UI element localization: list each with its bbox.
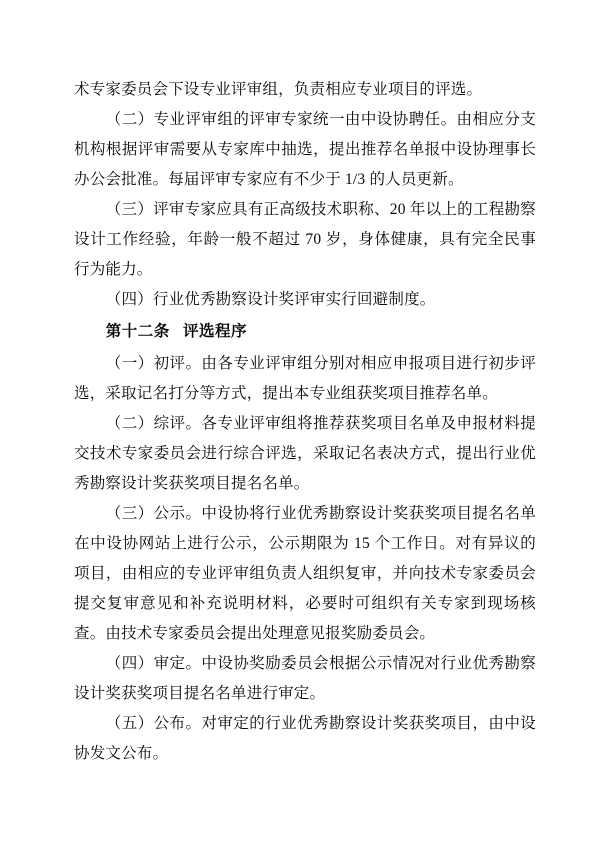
article-number: 第十二条 (105, 323, 170, 340)
article-heading (74, 317, 536, 347)
paragraph-item-3: （三）评审专家应具有正高级技术职称、20 年以上的工程勘察设计工作经验，年龄一般不超过 70 岁，身体健康，具有完全民事行为能力。 (74, 201, 536, 278)
paragraph-continuation: 术专家委员会下设专业评审组，负责相应专业项目的评选。 (74, 81, 483, 98)
paragraph-step-3: （三）公示。中设协将行业优秀勘察设计奖获奖项目提名名单在中设协网站上进行公示，公示期限为 15 个工作日。对有异议的项目，由相应的专业评审组负责人组织复审，并向技术专家委员会提交复审意见和补充说明材料，必要时可组织有关专家到现场核查。由技术专家委员会提出处理意见报奖励委员会。 (74, 505, 536, 642)
paragraph-item-4: （四）行业优秀勘察设计奖评审实行回避制度。 (105, 291, 436, 308)
paragraph-step-5: （五）公布。对审定的行业优秀勘察设计奖获奖项目，由中设协发文公布。 (74, 715, 536, 762)
document-body (74, 75, 536, 769)
article-title: 评选程序 (182, 323, 247, 340)
paragraph-step-1: （一）初评。由各专业评审组分别对相应申报项目进行初步评选，采取记名打分等方式，提出本专业组获奖项目推荐名单。 (74, 355, 536, 402)
paragraph-item-2: （二）专业评审组的评审专家统一由中设协聘任。由相应分支机构根据评审需要从专家库中抽选，提出推荐名单报中设协理事长办公会批准。每届评审专家应有不少于 1/3 的人员更新。 (74, 111, 536, 188)
paragraph-step-2: （二）综评。各专业评审组将推荐获奖项目名单及申报材料提交技术专家委员会进行综合评选，采取记名表决方式，提出行业优秀勘察设计奖获奖项目提名名单。 (74, 415, 536, 492)
paragraph-step-4: （四）审定。中设协奖励委员会根据公示情况对行业优秀勘察设计奖获奖项目提名名单进行审定。 (74, 655, 536, 702)
